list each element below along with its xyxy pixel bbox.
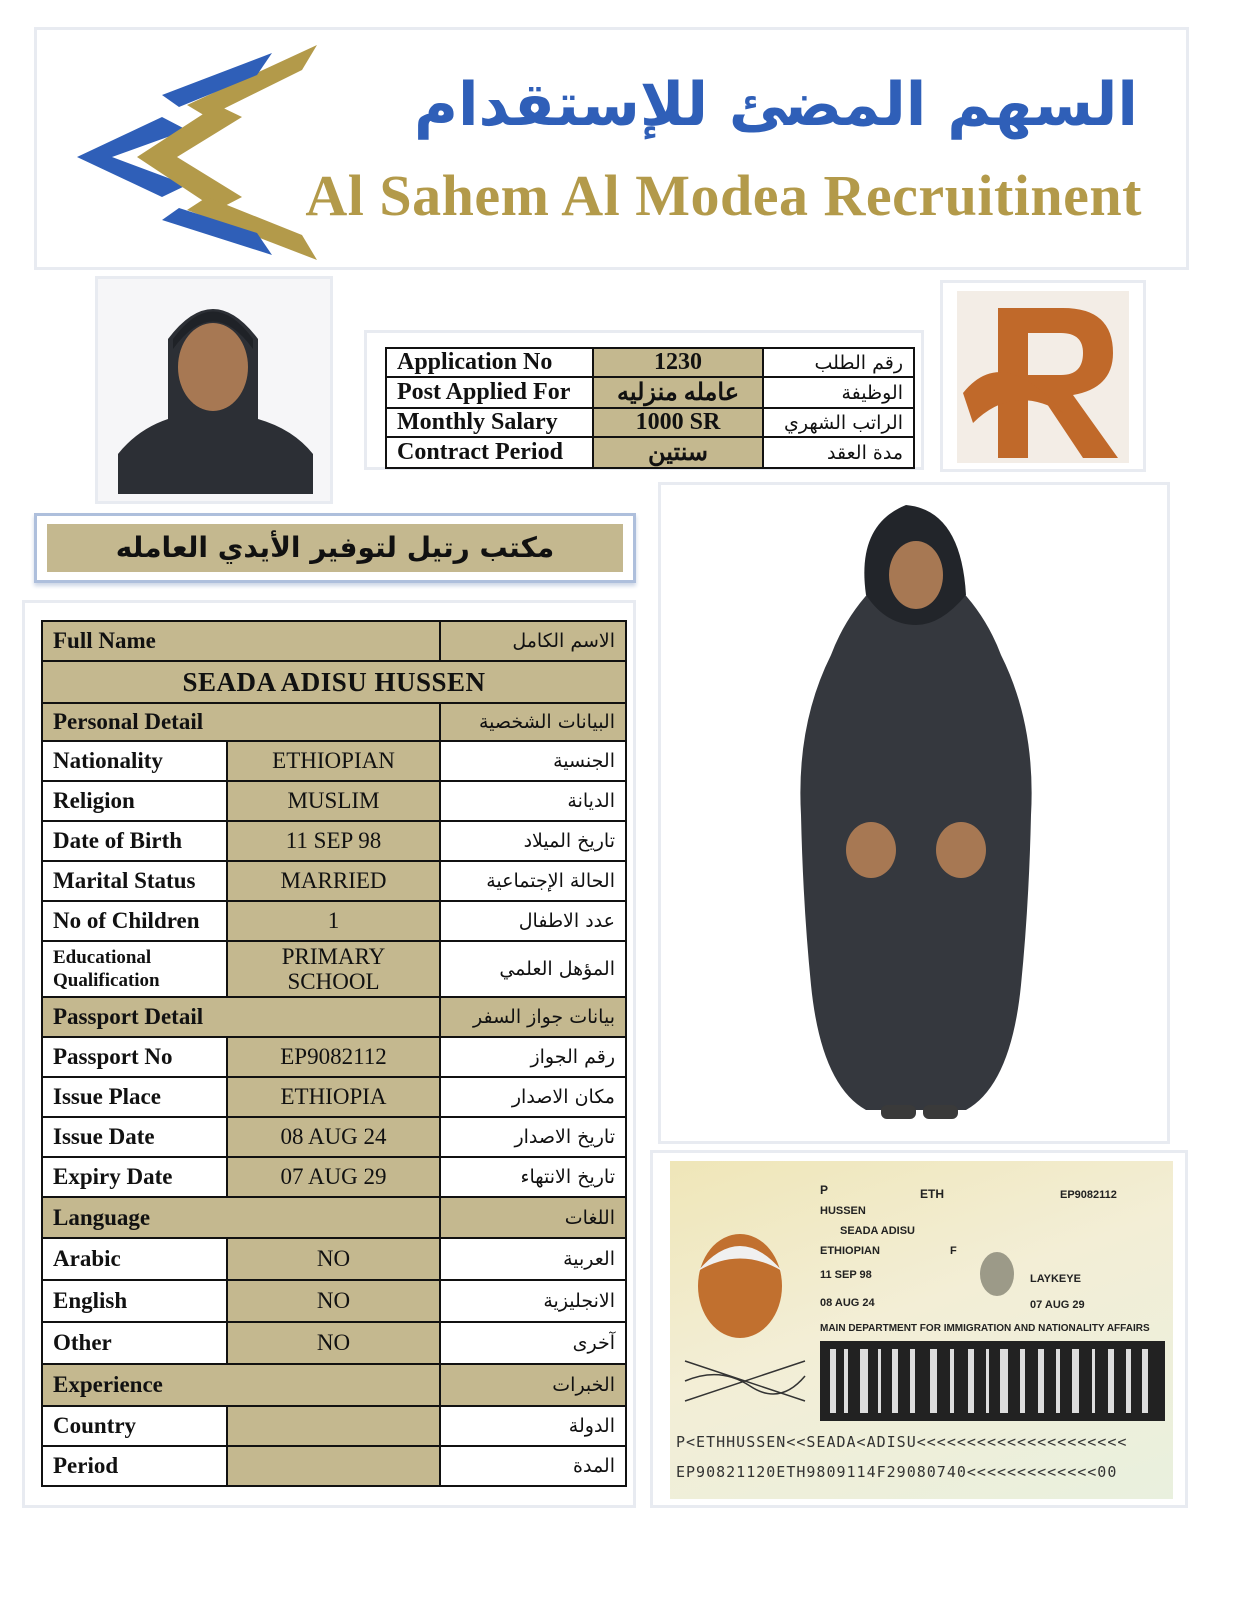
row-value: NO — [227, 1280, 440, 1322]
application-value: سنتين — [593, 437, 763, 468]
row-label-arabic: تاريخ الميلاد — [440, 821, 626, 861]
application-row — [386, 377, 914, 408]
row-label: Country — [42, 1406, 227, 1446]
row-label — [42, 941, 227, 997]
application-value: 1230 — [593, 348, 763, 377]
application-value: 1000 SR — [593, 408, 763, 437]
passport-ghost-photo-icon — [975, 1246, 1020, 1301]
section-personal — [42, 703, 626, 741]
education-label-line-1: Educational — [53, 947, 152, 968]
application-row — [386, 437, 914, 468]
passport-photo-icon — [680, 1216, 810, 1346]
detail-row — [42, 1117, 626, 1157]
detail-row — [42, 1077, 626, 1117]
r-logo — [940, 280, 1146, 472]
signature-icon — [680, 1356, 810, 1411]
row-label: Marital Status — [42, 861, 227, 901]
detail-row — [42, 1280, 626, 1322]
row-label-arabic: المؤهل العلمي — [440, 941, 626, 997]
detail-row — [42, 781, 626, 821]
application-label: Application No — [386, 348, 593, 377]
office-banner-text: مكتب رتيل لتوفير الأيدي العامله — [47, 524, 623, 572]
arrow-logo-icon — [67, 45, 337, 260]
row-label-arabic: عدد الاطفال — [440, 901, 626, 941]
row-value: 08 AUG 24 — [227, 1117, 440, 1157]
row-label-arabic: مكان الاصدار — [440, 1077, 626, 1117]
row-value: ETHIOPIA — [227, 1077, 440, 1117]
section-language — [42, 1197, 626, 1238]
row-label: Issue Date — [42, 1117, 227, 1157]
application-row — [386, 348, 914, 377]
office-banner — [34, 513, 636, 583]
full-name-label-arabic: الاسم الكامل — [440, 621, 626, 661]
row-label: English — [42, 1280, 227, 1322]
passport-scan-box — [650, 1150, 1188, 1508]
row-label-arabic: المدة — [440, 1446, 626, 1486]
row-value: 07 AUG 29 — [227, 1157, 440, 1197]
application-label: Post Applied For — [386, 377, 593, 408]
detail-row — [42, 1157, 626, 1197]
education-row — [42, 941, 626, 997]
section-title-arabic: بيانات جواز السفر — [440, 997, 626, 1037]
row-value: ETHIOPIAN — [227, 741, 440, 781]
row-label-arabic: آخرى — [440, 1322, 626, 1364]
application-table — [385, 347, 915, 469]
row-value: MARRIED — [227, 861, 440, 901]
row-value: 1 — [227, 901, 440, 941]
company-name-english: Al Sahem Al Modea Recruitinent — [305, 163, 1142, 228]
candidate-full-body-photo — [658, 482, 1170, 1144]
full-name-label: Full Name — [42, 621, 440, 661]
passport-sex: F — [950, 1245, 957, 1257]
passport-mrz-line-1: P<ETHHUSSEN<<SEADA<ADISU<<<<<<<<<<<<<<<<<<<<< — [676, 1433, 1128, 1451]
company-header — [34, 27, 1189, 270]
section-title: Language — [42, 1197, 440, 1238]
row-label: Passport No — [42, 1037, 227, 1077]
passport-authority: MAIN DEPARTMENT FOR IMMIGRATION AND NATIONALITY AFFAIRS — [820, 1323, 1150, 1334]
row-label-arabic: الانجليزية — [440, 1280, 626, 1322]
application-label-arabic: مدة العقد — [763, 437, 914, 468]
detail-row — [42, 821, 626, 861]
application-label-arabic: رقم الطلب — [763, 348, 914, 377]
section-title: Passport Detail — [42, 997, 440, 1037]
candidate-details-box — [22, 600, 636, 1508]
passport-nationality: ETHIOPIAN — [820, 1245, 880, 1257]
application-row — [386, 408, 914, 437]
application-value: عامله منزليه — [593, 377, 763, 408]
detail-row — [42, 1037, 626, 1077]
candidate-details-table — [41, 620, 627, 1487]
row-value — [227, 941, 440, 997]
row-label: Period — [42, 1446, 227, 1486]
row-value — [227, 1406, 440, 1446]
detail-row — [42, 1238, 626, 1280]
section-title-arabic: اللغات — [440, 1197, 626, 1238]
detail-row — [42, 1446, 626, 1486]
application-label-arabic: الوظيفة — [763, 377, 914, 408]
passport-issue-date: 08 AUG 24 — [820, 1297, 875, 1309]
passport-expiry-date: 07 AUG 29 — [1030, 1299, 1085, 1311]
detail-row — [42, 1406, 626, 1446]
row-value: NO — [227, 1322, 440, 1364]
passport-scan — [670, 1161, 1173, 1499]
passport-place-of-birth: LAYKEYE — [1030, 1273, 1081, 1285]
row-label: Nationality — [42, 741, 227, 781]
row-label-arabic: تاريخ الانتهاء — [440, 1157, 626, 1197]
passport-given-names: SEADA ADISU — [840, 1225, 915, 1237]
full-name-value: SEADA ADISU HUSSEN — [42, 661, 626, 703]
education-label-line-2: Qualification — [53, 970, 160, 991]
row-label-arabic: الجنسية — [440, 741, 626, 781]
row-label: Arabic — [42, 1238, 227, 1280]
row-value: NO — [227, 1238, 440, 1280]
passport-barcode-icon — [820, 1341, 1165, 1421]
passport-type: P — [820, 1183, 829, 1197]
portrait-image — [98, 279, 330, 501]
section-passport — [42, 997, 626, 1037]
row-label-arabic: رقم الجواز — [440, 1037, 626, 1077]
detail-row — [42, 1322, 626, 1364]
passport-surname: HUSSEN — [820, 1205, 866, 1217]
row-value: MUSLIM — [227, 781, 440, 821]
full-name-row — [42, 661, 626, 703]
section-title: Personal Detail — [42, 703, 440, 741]
passport-number: EP9082112 — [1060, 1189, 1117, 1201]
application-summary-box — [364, 330, 924, 470]
row-label-arabic: العربية — [440, 1238, 626, 1280]
education-value-line-1: PRIMARY — [281, 944, 386, 969]
passport-mrz-line-2: EP90821120ETH9809114F29080740<<<<<<<<<<<<<00 — [676, 1463, 1118, 1481]
r-letter-icon — [943, 283, 1143, 469]
row-label-arabic: الديانة — [440, 781, 626, 821]
passport-country-code: ETH — [920, 1187, 944, 1201]
candidate-portrait-photo — [95, 276, 333, 504]
detail-row — [42, 901, 626, 941]
application-label: Contract Period — [386, 437, 593, 468]
row-label-arabic: الحالة الإجتماعية — [440, 861, 626, 901]
company-name-arabic: السهم المضئ للإستقدام — [414, 70, 1138, 140]
application-label-arabic: الراتب الشهري — [763, 408, 914, 437]
section-experience — [42, 1364, 626, 1406]
full-name-header-row — [42, 621, 626, 661]
row-label: Issue Place — [42, 1077, 227, 1117]
row-value: EP9082112 — [227, 1037, 440, 1077]
row-value — [227, 1446, 440, 1486]
row-label-arabic: تاريخ الاصدار — [440, 1117, 626, 1157]
row-label: Religion — [42, 781, 227, 821]
row-value: 11 SEP 98 — [227, 821, 440, 861]
section-title-arabic: البيانات الشخصية — [440, 703, 626, 741]
detail-row — [42, 741, 626, 781]
full-body-image — [661, 485, 1167, 1141]
row-label: Date of Birth — [42, 821, 227, 861]
row-label: Expiry Date — [42, 1157, 227, 1197]
section-title-arabic: الخبرات — [440, 1364, 626, 1406]
row-label: Other — [42, 1322, 227, 1364]
application-label: Monthly Salary — [386, 408, 593, 437]
row-label-arabic: الدولة — [440, 1406, 626, 1446]
passport-dob: 11 SEP 98 — [820, 1269, 872, 1281]
section-title: Experience — [42, 1364, 440, 1406]
detail-row — [42, 861, 626, 901]
education-value-line-2: SCHOOL — [287, 969, 380, 994]
row-label: No of Children — [42, 901, 227, 941]
